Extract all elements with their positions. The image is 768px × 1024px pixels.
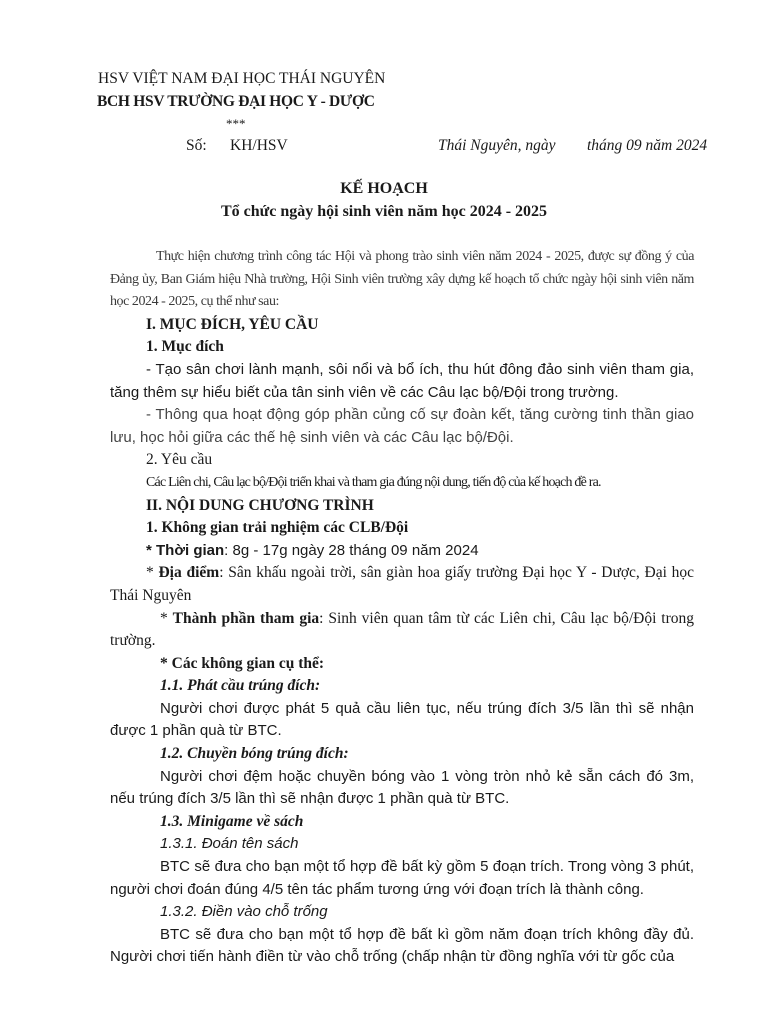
purpose-heading: 1. Mục đích xyxy=(146,338,224,356)
item-1-3-1-heading: 1.3.1. Đoán tên sách xyxy=(160,835,299,853)
place-date: Thái Nguyên, ngày xyxy=(438,137,556,154)
org-line-1: HSV VIỆT NAM ĐẠI HỌC THÁI NGUYÊN xyxy=(98,70,386,87)
month-year: tháng 09 năm 2024 xyxy=(587,137,708,154)
document-subtitle: Tổ chức ngày hội sinh viên năm học 2024 - 2025 xyxy=(220,203,548,220)
section-2-heading: II. NỘI DUNG CHƯƠNG TRÌNH xyxy=(146,496,374,514)
participants-value: : Sinh viên quan tâm từ các Liên chi, Câu lạc bộ/Đội trong trường. xyxy=(110,609,695,650)
participants-prefix: * xyxy=(160,609,173,627)
org-line-2: BCH HSV TRƯỜNG ĐẠI HỌC Y - DƯỢC xyxy=(97,93,375,110)
space-heading: 1. Không gian trải nghiệm các CLB/Đội xyxy=(146,519,409,537)
location-value: : Sân khấu ngoài trời, sân giàn hoa giấy trường Đại học Y - Dược, Đại học Thái Nguyên xyxy=(110,564,695,604)
location-label: Địa điểm xyxy=(158,564,220,582)
item-1-2-heading: 1.2. Chuyền bóng trúng đích: xyxy=(160,745,349,763)
item-1-3-1-text: BTC sẽ đưa cho bạn một tổ hợp đề bất kỳ gồm 5 đoạn trích. Trong vòng 3 phút, người chơi đoán đúng 4/5 tên tác phẩm tương ứng với đoạn trích là thành công. xyxy=(110,858,694,898)
document-body xyxy=(110,246,694,969)
item-1-2-text: Người chơi đệm hoặc chuyền bóng vào 1 vòng tròn nhỏ kẻ sẵn cách đó 3m, nếu trúng đích 3/5 lần thì sẽ nhận được 1 phần quà từ BTC. xyxy=(110,767,694,808)
document-title: KẾ HOẠCH xyxy=(340,180,428,197)
participants-label: Thành phần tham gia xyxy=(172,609,320,627)
time-label: * Thời gian xyxy=(146,541,225,559)
requirement-heading: 2. Yêu cầu xyxy=(146,451,213,469)
document-number-label: Số: xyxy=(186,137,207,154)
item-1-3-2-heading: 1.3.2. Điền vào chỗ trống xyxy=(160,903,328,921)
intro-paragraph: Thực hiện chương trình công tác Hội và phong trào sinh viên năm 2024 - 2025, được sự đồng ý của Đảng ủy, Ban Giám hiệu Nhà trường, Hội Sinh viên trường xây dựng kế hoạch tổ chức ngày hội sinh viên năm học 2024 - 2025, cụ thể như sau: xyxy=(110,249,694,310)
participants-line xyxy=(110,608,694,653)
header-stars: *** xyxy=(226,116,246,131)
document-number-value: KH/HSV xyxy=(230,137,288,154)
item-1-1-text: Người chơi được phát 5 quả cầu liên tục, nếu trúng đích 3/5 lần thì sẽ nhận được 1 phần quà từ BTC. xyxy=(110,699,694,740)
spaces-heading: * Các không gian cụ thể: xyxy=(160,654,325,672)
item-1-3-heading: 1.3. Minigame về sách xyxy=(160,812,304,830)
requirement-text: Các Liên chi, Câu lạc bộ/Đội triển khai và tham gia đúng nội dung, tiến độ của kế hoạch đề ra. xyxy=(146,474,601,490)
section-1-heading: I. MỤC ĐÍCH, YÊU CẦU xyxy=(146,315,319,333)
item-1-3-2-text: BTC sẽ đưa cho bạn một tổ hợp đề bất kì gồm năm đoạn trích không đầy đủ. Người chơi tiến hành điền từ vào chỗ trống (chấp nhận từ đồng nghĩa với từ gốc của xyxy=(110,925,694,966)
purpose-item-1: - Tạo sân chơi lành mạnh, sôi nổi và bổ ích, thu hút đông đảo sinh viên tham gia, tăng thêm sự hiểu biết của tân sinh viên về các Câu lạc bộ/Đội trong trường. xyxy=(110,360,694,401)
item-1-1-heading: 1.1. Phát cầu trúng đích: xyxy=(160,677,321,695)
location-line xyxy=(110,562,694,607)
time-value: : 8g - 17g ngày 28 tháng 09 năm 2024 xyxy=(224,541,479,559)
purpose-item-2: - Thông qua hoạt động góp phần củng cố sự đoàn kết, tăng cường tinh thần giao lưu, học hỏi giữa các thế hệ sinh viên và các Câu lạc bộ/Đội. xyxy=(110,406,694,446)
time-line xyxy=(110,540,694,563)
location-prefix: * xyxy=(146,564,159,582)
